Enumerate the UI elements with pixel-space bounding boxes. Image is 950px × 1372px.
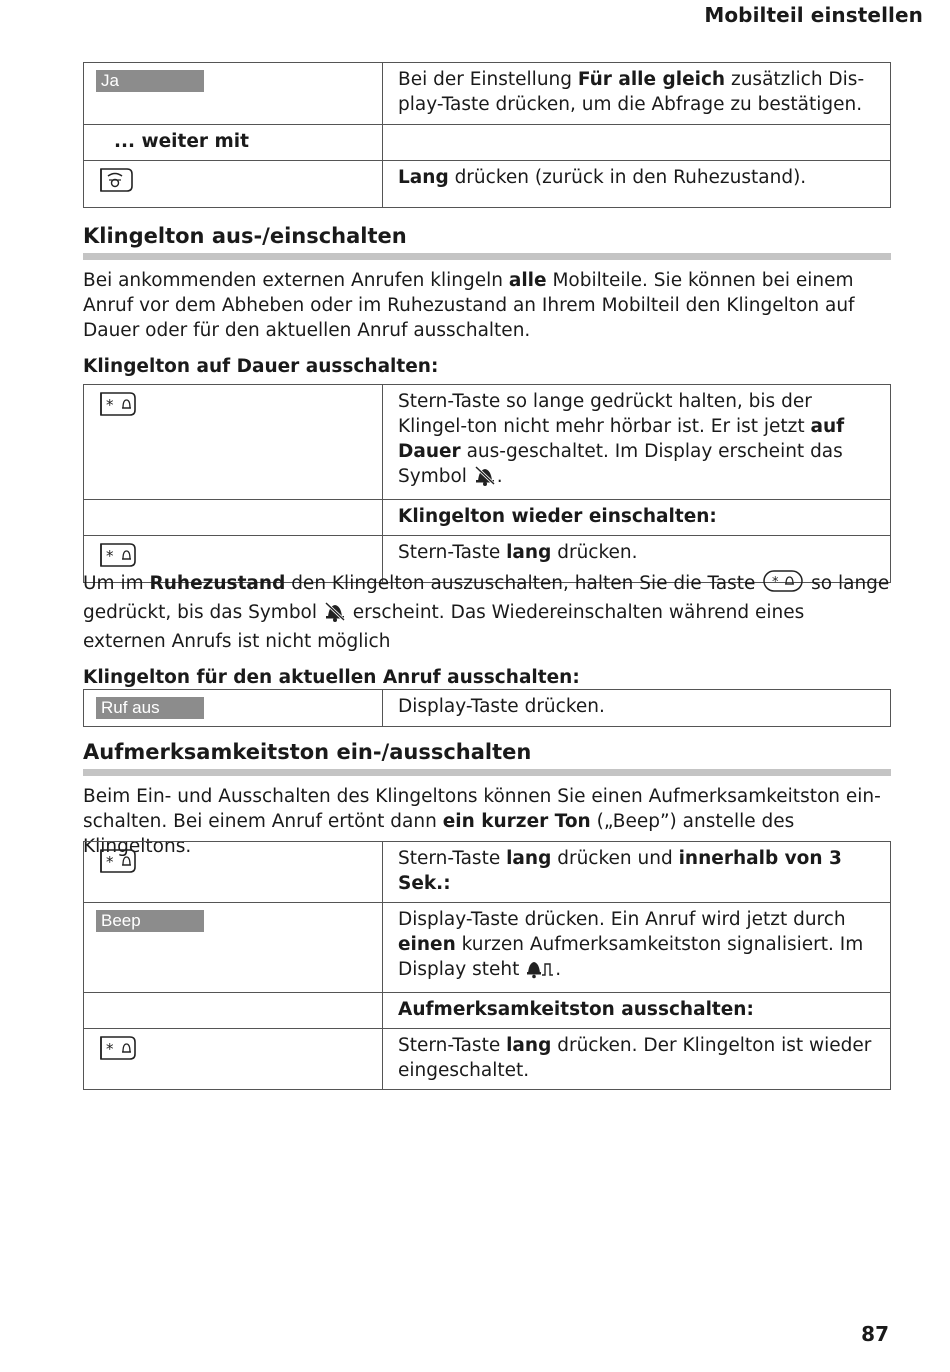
svg-text:*: * — [106, 547, 114, 565]
table-attention-tone — [83, 841, 891, 1090]
svg-text:*: * — [106, 396, 114, 414]
table-row: * Stern-Taste lang drücken. — [84, 536, 891, 583]
table-row: Lang drücken (zurück in den Ruhezustand). — [84, 161, 891, 208]
subheading: Klingelton für den aktuellen Anruf ausschalten: — [83, 667, 580, 688]
svg-text:*: * — [772, 575, 779, 590]
table-row: Ja Bei der Einstellung Für alle gleich zusätzlich Dis-play-Taste drücken, um die Abfrage zu bestätigen. — [84, 63, 891, 125]
idle-mode-paragraph: Um im Ruhezustand den Klingelton auszuschalten, halten Sie die Taste * so lange gedrückt, bis das Symbol erscheint. Das Wiedereinschalten während eines externen Anrufs ist nicht möglich Klingelton für den aktuellen Anruf ausschalten: — [83, 569, 891, 690]
page-header-title: Mobilteil einstellen — [704, 3, 923, 27]
star-key-icon[interactable] — [96, 847, 140, 882]
end-call-key-icon[interactable] — [96, 166, 136, 201]
section-title: Klingelton aus-/einschalten — [83, 224, 407, 248]
subheading-reenable: Klingelton wieder einschalten: — [398, 506, 717, 527]
table-ringer-current — [83, 689, 891, 727]
section-intro: Beim Ein- und Ausschalten des Klingeltons können Sie einen Aufmerksamkeitston ein-schalten. Bei einem Anruf ertönt dann ein kurzer Ton („Beep”) anstelle des Klingeltons. — [83, 786, 881, 857]
ringer-off-icon — [323, 600, 347, 629]
section-ringer — [83, 221, 891, 379]
subheading-disable-tone: Aufmerksamkeitston ausschalten: — [398, 999, 754, 1020]
table-row — [84, 993, 891, 1029]
star-key-icon[interactable] — [96, 1034, 140, 1069]
softkey-ja[interactable]: Ja — [96, 70, 204, 92]
subheading: Klingelton auf Dauer ausschalten: — [83, 356, 439, 377]
ringer-off-icon — [473, 464, 497, 493]
section-title: Aufmerksamkeitston ein-/ausschalten — [83, 740, 532, 764]
star-key-icon[interactable] — [96, 390, 140, 425]
svg-text:*: * — [106, 1040, 114, 1058]
softkey-beep[interactable]: Beep — [96, 910, 204, 932]
table-ringer-permanent — [83, 384, 891, 583]
table-row: Ruf aus Display-Taste drücken. — [84, 690, 891, 727]
table-row: * Stern-Taste lang drücken und innerhalb von 3 Sek.: — [84, 842, 891, 903]
beep-icon — [525, 957, 555, 986]
page-number: 87 — [861, 1322, 889, 1346]
table-row: * Stern-Taste lang drücken. Der Klingelton ist wieder eingeschaltet. — [84, 1029, 891, 1090]
table-row — [84, 125, 891, 161]
table-continuation — [83, 62, 891, 208]
continue-label: ... weiter mit — [114, 131, 249, 152]
section-rule — [83, 253, 891, 260]
softkey-ruf-aus[interactable]: Ruf aus — [96, 697, 204, 719]
section-rule — [83, 769, 891, 776]
table-row — [84, 500, 891, 536]
section-intro: Bei ankommenden externen Anrufen klingeln alle Mobilteile. Sie können bei einem Anruf vor dem Abheben oder im Ruhezustand an Ihrem Mobilteil den Klingelton auf Dauer oder für den aktuellen Anruf ausschalten. — [83, 270, 855, 341]
table-row: Beep Display-Taste drücken. Ein Anruf wird jetzt durch einen kurzen Aufmerksamkeitston signalisiert. Im Display steht . — [84, 903, 891, 993]
star-key-icon — [761, 569, 805, 600]
table-row: * Stern-Taste so lange gedrückt halten, bis der Klingel-ton nicht mehr hörbar ist. Er ist jetzt auf Dauer aus-geschaltet. Im Display erscheint das Symbol . — [84, 385, 891, 500]
svg-text:*: * — [106, 853, 114, 871]
